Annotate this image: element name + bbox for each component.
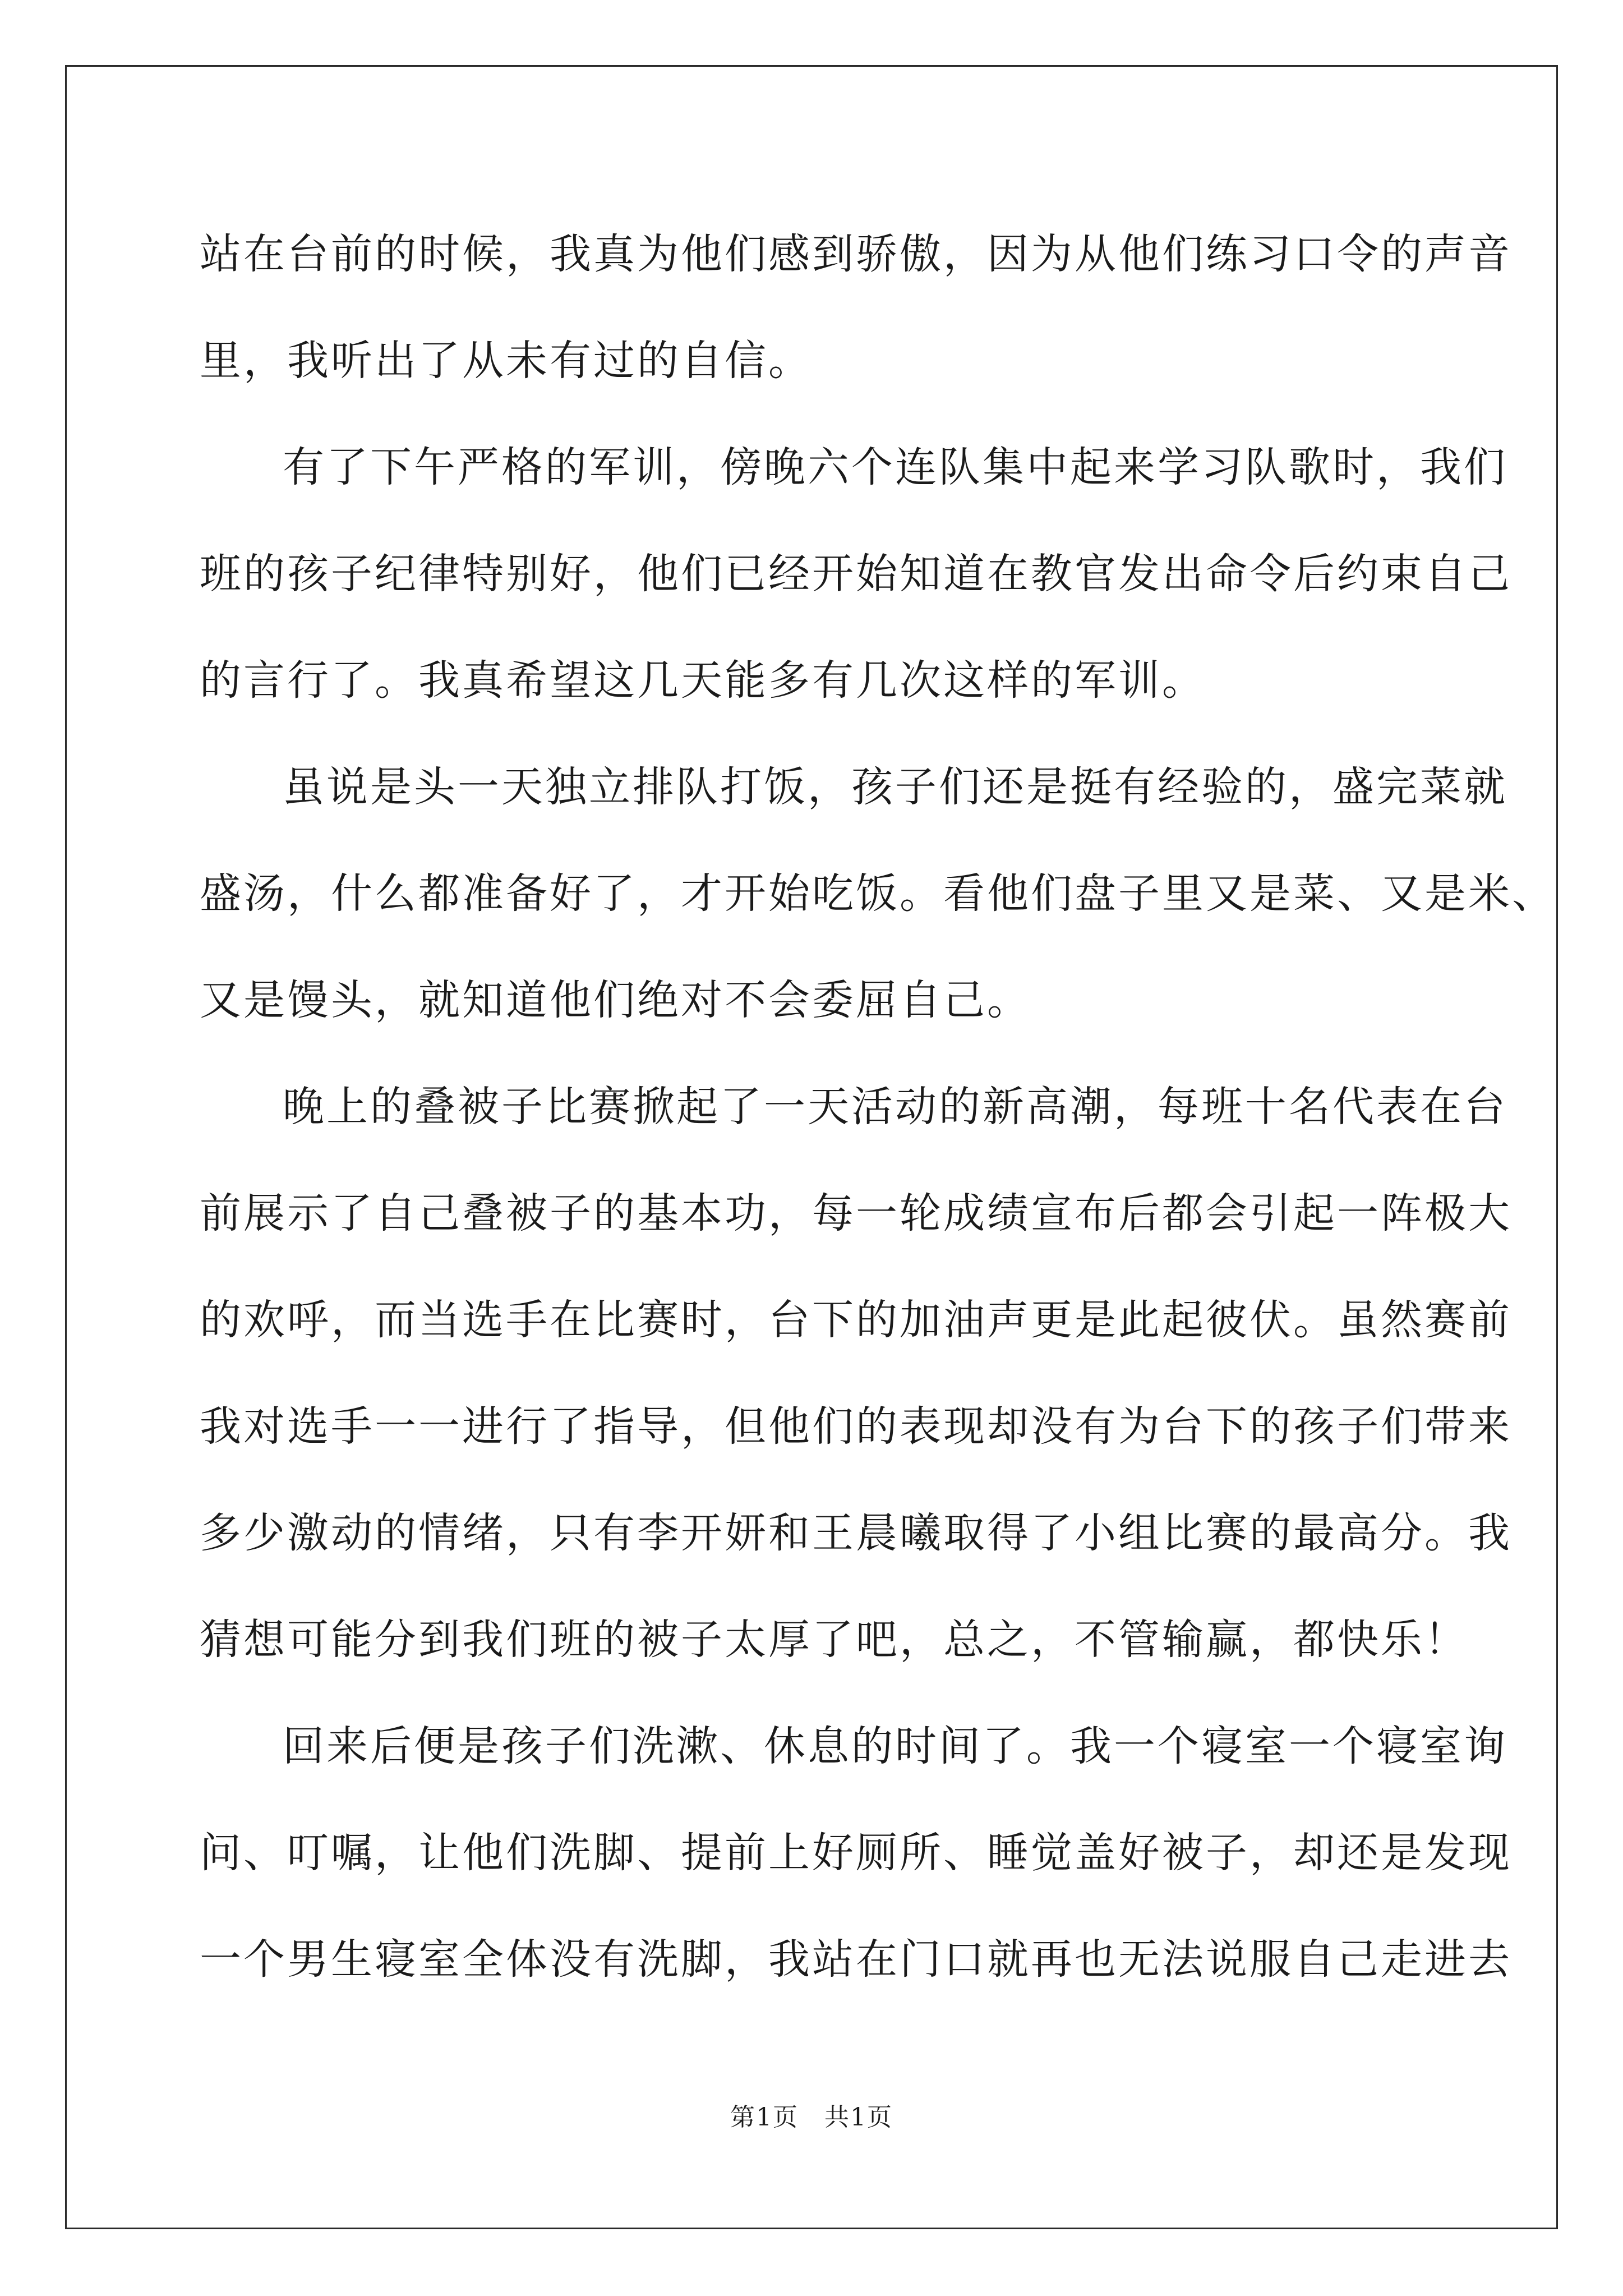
paragraph-first-line: 晚上的叠被子比赛掀起了一天活动的新高潮，每班十名代表在台 (283, 1083, 1507, 1131)
page-footer (0, 2097, 1623, 2133)
text-line: 班的孩子纪律特别好，他们已经开始知道在教官发出命令后约束自己 (200, 550, 1512, 598)
paragraph-first-line: 回来后便是孩子们洗漱、休息的时间了。我一个寝室一个寝室询 (283, 1722, 1507, 1770)
text-line: 又是馒头，就知道他们绝对不会委屈自己。 (200, 976, 1031, 1024)
text-line: 的言行了。我真希望这几天能多有几次这样的军训。 (200, 656, 1206, 705)
page-total: 共1页 (824, 2103, 893, 2132)
paragraph-first-line: 有了下午严格的军训，傍晚六个连队集中起来学习队歌时，我们 (283, 443, 1507, 491)
text-line: 我对选手一一进行了指导，但他们的表现却没有为台下的孩子们带来 (200, 1402, 1512, 1451)
text-line: 的欢呼，而当选手在比赛时，台下的加油声更是此起彼伏。虽然赛前 (200, 1296, 1512, 1344)
text-line: 猜想可能分到我们班的被子太厚了吧，总之，不管输赢，都快乐！ (200, 1616, 1468, 1664)
paragraph-first-line: 虽说是头一天独立排队打饭，孩子们还是挺有经验的，盛完菜就 (283, 763, 1507, 811)
text-line: 前展示了自己叠被子的基本功，每一轮成绩宣布后都会引起一阵极大 (200, 1189, 1512, 1237)
text-line: 盛汤，什么都准备好了，才开始吃饭。看他们盘子里又是菜、又是米、 (200, 869, 1556, 918)
text-line: 站在台前的时候，我真为他们感到骄傲，因为从他们练习口令的声音 (200, 230, 1512, 278)
text-line: 多少激动的情绪，只有李开妍和王晨曦取得了小组比赛的最高分。我 (200, 1509, 1512, 1557)
page-number: 第1页 (730, 2103, 799, 2132)
text-line: 问、叮嘱，让他们洗脚、提前上好厕所、睡觉盖好被子，却还是发现 (200, 1829, 1512, 1877)
text-line: 里，我听出了从未有过的自信。 (200, 337, 812, 385)
document-body (200, 209, 1556, 2021)
text-line: 一个男生寝室全体没有洗脚，我站在门口就再也无法说服自己走进去 (200, 1935, 1512, 1984)
